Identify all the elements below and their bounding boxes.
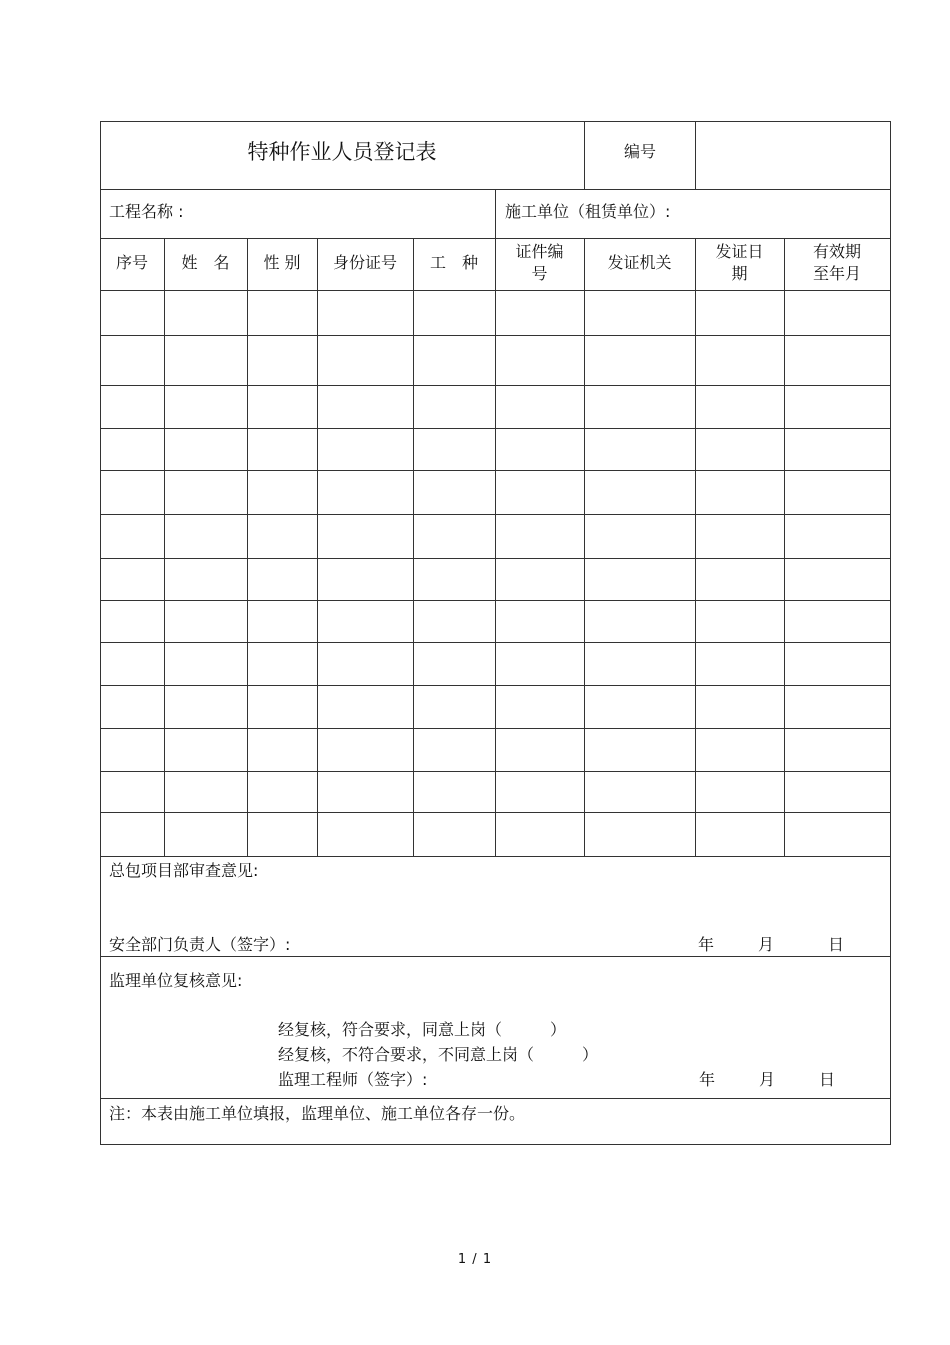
table-row-divider — [100, 856, 891, 857]
table-row-divider — [100, 335, 891, 336]
column-header-name: 姓 名 — [181, 253, 230, 272]
approve-option: 经复核，符合要求，同意上岗（ ） — [278, 1020, 567, 1039]
form-note: 注：本表由施工单位填报，监理单位、施工单位各存一份。 — [109, 1104, 526, 1123]
column-header-issue-date: 发证日 期 — [715, 242, 764, 283]
page-number: 1 / 1 — [457, 1252, 493, 1267]
gc-signature-label: 安全部门负责人（签字）: — [109, 935, 291, 954]
project-name-label: 工程名称 : — [109, 202, 184, 221]
gc-review-label: 总包项目部审查意见: — [109, 861, 259, 880]
table-row-divider — [100, 514, 891, 515]
registration-form — [100, 121, 891, 1145]
supervisor-date-month: 月 — [759, 1070, 776, 1089]
gc-date-month: 月 — [758, 935, 775, 954]
column-divider — [584, 238, 585, 856]
divider — [495, 189, 496, 239]
supervisor-date-year: 年 — [699, 1070, 716, 1089]
column-header-cert-number: 证件编 号 — [515, 242, 564, 283]
reject-option: 经复核，不符合要求，不同意上岗（ ） — [278, 1045, 599, 1064]
supervisor-review-label: 监理单位复核意见: — [109, 971, 243, 990]
column-header-trade: 工 种 — [429, 253, 478, 272]
table-row-divider — [100, 428, 891, 429]
column-divider — [784, 238, 785, 856]
column-divider — [247, 238, 248, 856]
table-row-divider — [100, 728, 891, 729]
column-divider — [695, 238, 696, 856]
column-divider — [413, 238, 414, 856]
table-row-divider — [100, 385, 891, 386]
column-divider — [164, 238, 165, 856]
table-row-divider — [100, 685, 891, 686]
table-row-divider — [100, 642, 891, 643]
divider — [100, 1098, 891, 1099]
supervisor-date-day: 日 — [819, 1070, 836, 1089]
number-field[interactable] — [696, 122, 890, 189]
column-header-issuer: 发证机关 — [607, 253, 672, 272]
gc-date-day: 日 — [828, 935, 845, 954]
column-header-index: 序号 — [115, 253, 148, 272]
table-row-divider — [100, 470, 891, 471]
column-header-gender: 性 别 — [263, 253, 301, 272]
table-border-right — [890, 121, 891, 1145]
column-divider — [317, 238, 318, 856]
table-row-divider — [100, 812, 891, 813]
supervisor-signature-label: 监理工程师（签字）: — [278, 1070, 428, 1089]
column-header-id-number: 身份证号 — [332, 253, 397, 272]
table-border-left — [100, 121, 101, 1145]
column-header-valid-until: 有效期 至年月 — [812, 242, 861, 283]
divider — [100, 956, 891, 957]
form-title: 特种作业人员登记表 — [247, 140, 437, 164]
column-divider — [495, 238, 496, 856]
number-label: 编号 — [623, 142, 656, 161]
construction-unit-label: 施工单位（租赁单位）: — [505, 202, 671, 221]
table-row-divider — [100, 771, 891, 772]
table-row-divider — [100, 558, 891, 559]
gc-date-year: 年 — [698, 935, 715, 954]
table-border-bottom — [100, 1144, 891, 1145]
table-row-divider — [100, 600, 891, 601]
